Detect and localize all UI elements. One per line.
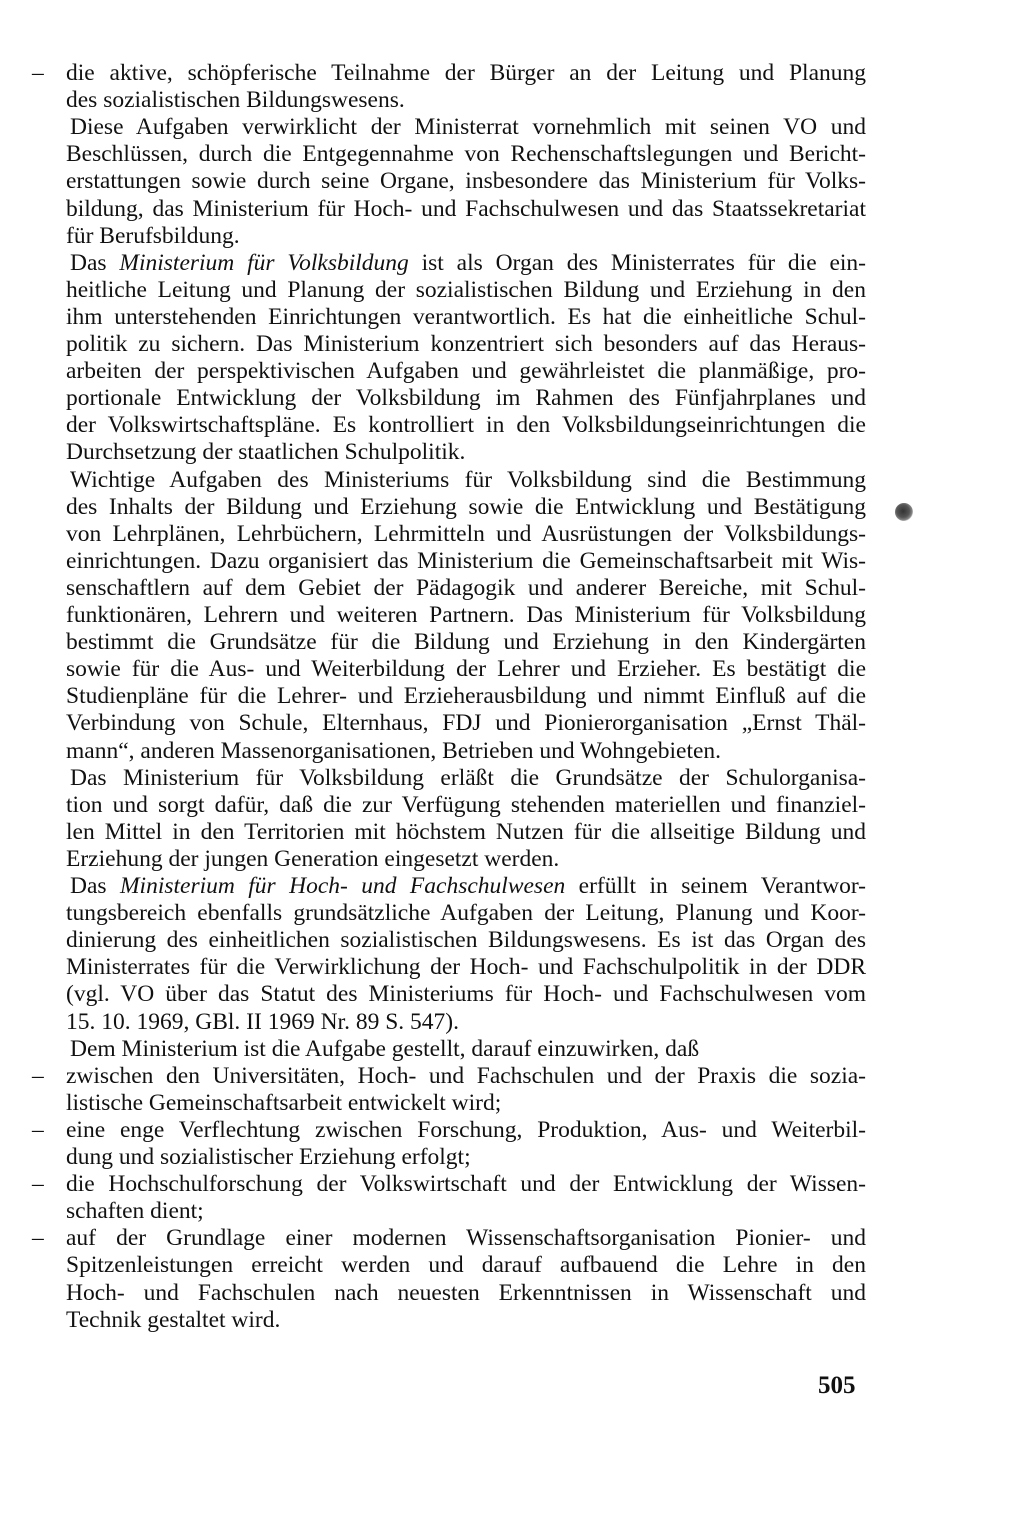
- text-line: Verbindung von Schule, Elternhaus, FDJ und Pionierorganisation „Ernst Thäl-: [66, 710, 866, 737]
- text-line: des Inhalts der Bildung und Erziehung sowie die Entwicklung und Bestätigung: [66, 493, 866, 520]
- text-line: der Volkswirtschaftspläne. Es kontrolliert in den Volksbildungseinrichtungen die: [66, 412, 866, 439]
- text-line: dinierung des einheitlichen sozialistischen Bildungswesens. Es ist das Organ des: [66, 927, 866, 954]
- text-line: zwischen den Universitäten, Hoch- und Fachschulen und der Praxis die sozia-: [66, 1062, 866, 1089]
- text-line: bildung, das Ministerium für Hoch- und Fachschulwesen und das Staatssekretariat: [66, 195, 866, 222]
- text-line: len Mittel in den Territorien mit höchstem Nutzen für die allseitige Bildung und: [66, 818, 866, 845]
- text-line: Technik gestaltet wird.: [66, 1306, 281, 1333]
- text-line: des sozialistischen Bildungswesens.: [66, 87, 405, 114]
- text-line: 15. 10. 1969, GBl. II 1969 Nr. 89 S. 547).: [66, 1008, 459, 1035]
- text-line: sowie für die Aus- und Weiterbildung der Lehrer und Erzieher. Es bestätigt die: [66, 656, 866, 683]
- text-line: Diese Aufgaben verwirklicht der Ministerrat vornehmlich mit seinen VO und: [70, 114, 866, 141]
- scan-speck-mark: [895, 503, 913, 521]
- list-dash: –: [32, 1116, 44, 1143]
- text-line: heitliche Leitung und Planung der sozialistischen Bildung und Erziehung in den: [66, 276, 866, 303]
- text-line: erstattungen sowie durch seine Organe, insbesondere das Ministerium für Volks-: [66, 168, 866, 195]
- text-line: die Hochschulforschung der Volkswirtschaft und der Entwicklung der Wissen-: [66, 1171, 866, 1198]
- list-dash: –: [32, 1225, 44, 1252]
- text-line: Wichtige Aufgaben des Ministeriums für Volksbildung sind die Bestimmung: [70, 466, 866, 493]
- text-line: eine enge Verflechtung zwischen Forschung, Produktion, Aus- und Weiterbil-: [66, 1116, 866, 1143]
- text-line: Ministerrates für die Verwirklichung der Hoch- und Fachschulpolitik in der DDR: [66, 954, 866, 981]
- text-line: Durchsetzung der staatlichen Schulpolitik.: [66, 439, 466, 466]
- text-line: für Berufsbildung.: [66, 222, 240, 249]
- text-line: arbeiten der perspektivischen Aufgaben und gewährleistet die planmäßige, pro-: [66, 358, 866, 385]
- text-line: bestimmt die Grundsätze für die Bildung und Erziehung in den Kindergärten: [66, 629, 866, 656]
- text-line: Erziehung der jungen Generation eingesetzt werden.: [66, 845, 560, 872]
- text-line: Beschlüssen, durch die Entgegennahme von Rechenschaftslegungen und Bericht-: [66, 141, 866, 168]
- list-dash: –: [32, 60, 44, 86]
- text-line: einrichtungen. Dazu organisiert das Ministerium die Gemeinschaftsarbeit mit Wis-: [66, 547, 866, 574]
- text-line: portionale Entwicklung der Volksbildung im Rahmen des Fünfjahrplanes und: [66, 385, 866, 412]
- text-line: Hoch- und Fachschulen nach neuesten Erkenntnissen in Wissenschaft und: [66, 1279, 866, 1306]
- text-line: Studienpläne für die Lehrer- und Erzieherausbildung und nimmt Einfluß auf die: [66, 683, 866, 710]
- text-line: die aktive, schöpferische Teilnahme der Bürger an der Leitung und Planung: [66, 60, 866, 86]
- text-line: mann“, anderen Massenorganisationen, Betrieben und Wohngebieten.: [66, 737, 722, 764]
- text-line: von Lehrplänen, Lehrbüchern, Lehrmitteln und Ausrüstungen der Volksbildungs-: [66, 520, 866, 547]
- list-dash: –: [32, 1171, 44, 1198]
- text-line: Spitzenleistungen erreicht werden und darauf aufbauend die Lehre in den: [66, 1252, 866, 1279]
- text-line: Das Ministerium für Hoch- und Fachschulwesen erfüllt in seinem Verantwor-: [70, 873, 866, 899]
- text-line: politik zu sichern. Das Ministerium konzentriert sich besonders auf das Heraus-: [66, 331, 866, 357]
- text-line: dung und sozialistischer Erziehung erfolgt;: [66, 1144, 471, 1170]
- list-dash: –: [32, 1062, 44, 1089]
- text-line: Das Ministerium für Volksbildung ist als Organ des Ministerrates für die ein-: [70, 249, 867, 276]
- page-number: 505: [818, 1372, 856, 1399]
- text-line: auf der Grundlage einer modernen Wissenschaftsorganisation Pionier- und: [66, 1225, 866, 1252]
- text-line: listische Gemeinschaftsarbeit entwickelt wird;: [66, 1089, 502, 1116]
- text-line: schaften dient;: [66, 1198, 204, 1225]
- text-line: tion und sorgt dafür, daß die zur Verfügung stehenden materiellen und finanziel-: [66, 791, 866, 818]
- text-line: ihm unterstehenden Einrichtungen verantwortlich. Es hat die einheitliche Schul-: [66, 303, 866, 330]
- text-line: (vgl. VO über das Statut des Ministeriums für Hoch- und Fachschulwesen vom: [66, 981, 866, 1008]
- text-line: tungsbereich ebenfalls grundsätzliche Aufgaben der Leitung, Planung und Koor-: [66, 900, 866, 927]
- text-line: Das Ministerium für Volksbildung erläßt die Grundsätze der Schulorganisa-: [70, 764, 866, 791]
- text-line: funktionären, Lehrern und weiteren Partnern. Das Ministerium für Volksbildung: [66, 602, 866, 628]
- text-line: Dem Ministerium ist die Aufgabe gestellt, darauf einzuwirken, daß: [70, 1035, 700, 1062]
- text-line: senschaftlern auf dem Gebiet der Pädagogik und anderer Bereiche, mit Schul-: [66, 574, 866, 601]
